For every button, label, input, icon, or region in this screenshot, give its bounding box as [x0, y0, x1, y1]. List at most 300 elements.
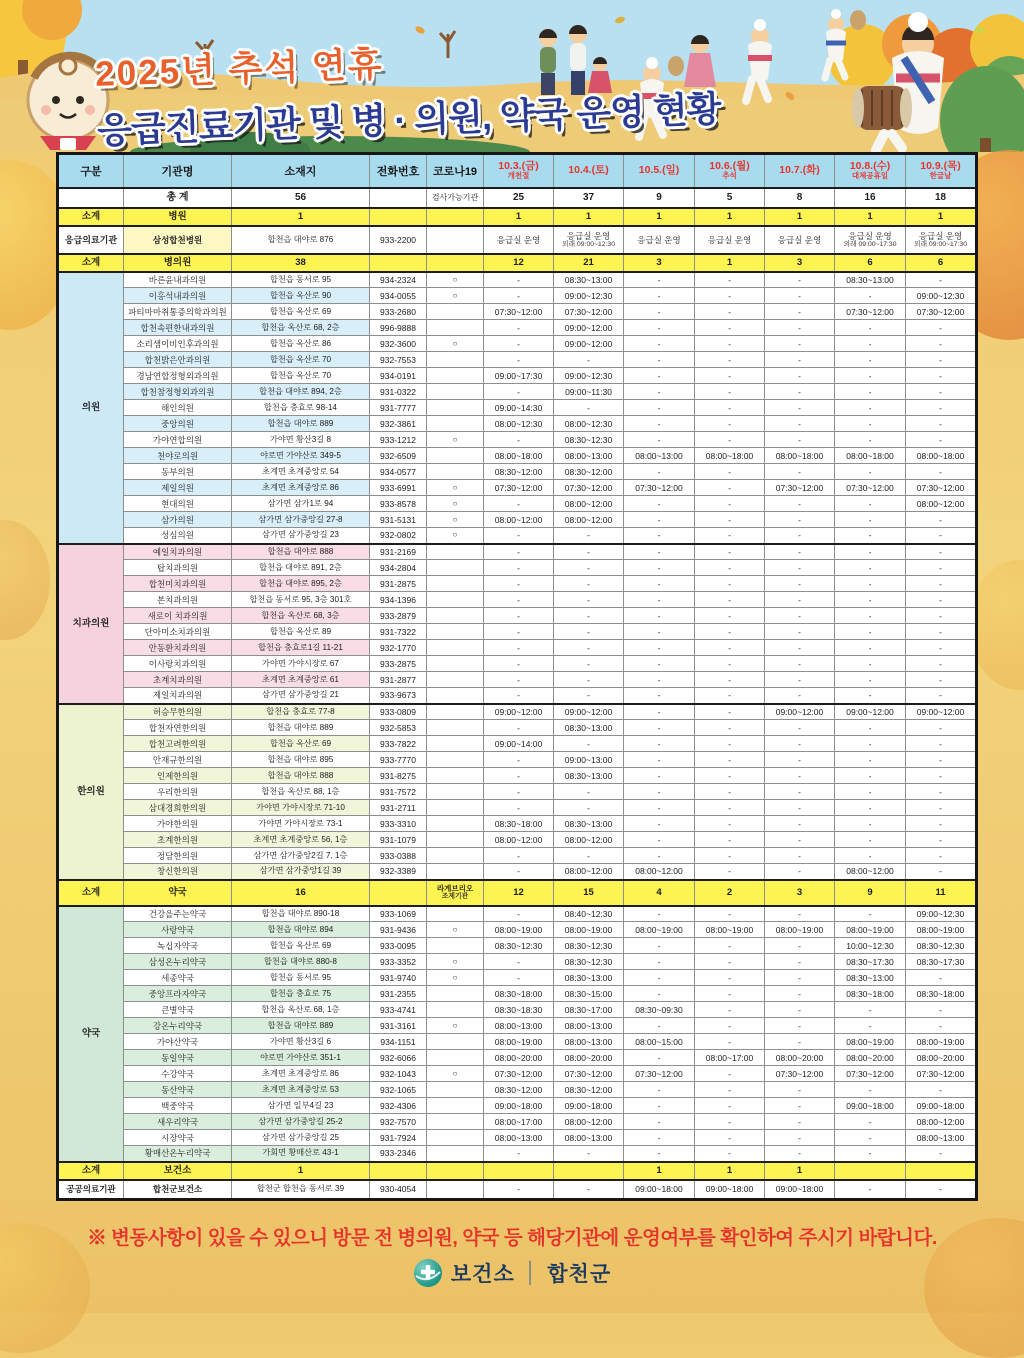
schedule-value-2: - [624, 400, 695, 416]
schedule-value-6: - [906, 624, 977, 640]
date-header-5 [835, 154, 906, 188]
schedule-value-2: 08:00~12:00 [624, 864, 695, 880]
schedule-value-3: - [695, 352, 765, 368]
schedule-value-5: 10:00~12:30 [835, 938, 906, 954]
facility-phone: 931-1079 [370, 832, 427, 848]
schedule-value-4: - [765, 368, 835, 384]
emergency-value-5-subline: 외래 09:00~17:30 [843, 241, 897, 248]
table-row [58, 986, 977, 1002]
facility-phone: 932-3861 [370, 416, 427, 432]
schedule-value-2: - [624, 496, 695, 512]
schedule-value-6: - [906, 512, 977, 528]
logo-text-health-center: 보건소 [450, 1263, 515, 1286]
facility-address: 삼가면 삼가중앙2길 7, 1층 [232, 848, 370, 864]
schedule-value-1: 09:00~18:00 [554, 1098, 624, 1114]
facility-address: 합천읍 대야로 889 [232, 720, 370, 736]
schedule-value-5: - [835, 1130, 906, 1146]
emergency-value-0: 응급실 운영 [484, 226, 554, 254]
schedule-value-4: - [765, 1082, 835, 1098]
schedule-value-4: - [765, 938, 835, 954]
schedule-value-0: - [484, 272, 554, 288]
subtotal-row [58, 880, 977, 906]
schedule-value-1: 08:30~13:00 [554, 816, 624, 832]
schedule-value-1: 08:30~12:30 [554, 938, 624, 954]
facility-address: 합천읍 충효로 75 [232, 986, 370, 1002]
schedule-value-4: - [765, 320, 835, 336]
schedule-value-0: - [484, 954, 554, 970]
schedule-value-4: - [765, 688, 835, 704]
facility-address: 합천읍 대야로 889 [232, 416, 370, 432]
schedule-value-5: - [835, 848, 906, 864]
facility-address: 합천읍 대야로 888 [232, 544, 370, 560]
total-value-3: 5 [695, 188, 765, 208]
covid-test-mark: ○ [427, 272, 484, 288]
facility-phone: 931-9436 [370, 922, 427, 938]
schedule-value-6: - [906, 384, 977, 400]
schedule-value-4: - [765, 1034, 835, 1050]
date-label-1: 10.4.(토) [568, 164, 609, 177]
facility-phone: 933-4741 [370, 1002, 427, 1018]
schedule-value-5: - [835, 768, 906, 784]
facility-phone: 933-8578 [370, 496, 427, 512]
subtotal-value-1: 21 [554, 254, 624, 272]
schedule-value-4: - [765, 1130, 835, 1146]
facility-address: 합천읍 옥산로 68, 2층 [232, 320, 370, 336]
facility-phone: 931-8275 [370, 768, 427, 784]
subtotal-covid-subline: 조제기관 [441, 893, 469, 900]
facility-name: 이사랑치과의원 [124, 656, 232, 672]
covid-test-mark: ○ [427, 1018, 484, 1034]
covid-test-mark [427, 448, 484, 464]
subtotal-name: 보건소 [124, 1162, 232, 1180]
subtotal-value-6: 6 [906, 254, 977, 272]
subtotal-phone [370, 1162, 427, 1180]
schedule-value-3: - [695, 1130, 765, 1146]
schedule-value-6: - [906, 560, 977, 576]
schedule-value-2: - [624, 384, 695, 400]
clinic-section-label: 의원 [58, 272, 124, 544]
schedule-value-0: - [484, 906, 554, 922]
facility-address: 합천읍 옥산로 88, 1층 [232, 784, 370, 800]
table-row [58, 576, 977, 592]
date-label-5: 10.8.(수) [849, 160, 891, 173]
schedule-value-6: 08:00~19:00 [906, 922, 977, 938]
schedule-value-2: - [624, 672, 695, 688]
facility-name: 녹십자약국 [124, 938, 232, 954]
facility-name: 해인의원 [124, 400, 232, 416]
total-gubun [58, 188, 124, 208]
total-covid: 검사가능기관 [427, 188, 484, 208]
covid-test-mark: ○ [427, 970, 484, 986]
schedule-value-1: - [554, 352, 624, 368]
table-row [58, 496, 977, 512]
schedule-value-5: - [835, 656, 906, 672]
facility-name: 합천미치과의원 [124, 576, 232, 592]
schedule-value-5: - [835, 672, 906, 688]
schedule-value-6: - [906, 320, 977, 336]
schedule-value-2: - [624, 416, 695, 432]
public-value-3: 09:00~18:00 [695, 1180, 765, 1200]
schedule-value-0: - [484, 592, 554, 608]
schedule-value-0: - [484, 608, 554, 624]
subtotal-covid [427, 208, 484, 226]
schedule-value-3: - [695, 1082, 765, 1098]
facility-name: 중앙프라자약국 [124, 986, 232, 1002]
table-row [58, 864, 977, 880]
facility-address: 합천읍 대야로 895 [232, 752, 370, 768]
public-value-1: - [554, 1180, 624, 1200]
covid-test-mark: ○ [427, 288, 484, 304]
facility-name: 건강을주는약국 [124, 906, 232, 922]
schedule-value-4: 09:00~12:00 [765, 704, 835, 720]
facility-phone: 931-9740 [370, 970, 427, 986]
schedule-value-3: - [695, 1034, 765, 1050]
schedule-value-3: - [695, 704, 765, 720]
subtotal-gubun: 소계 [58, 254, 124, 272]
schedule-value-6: 09:00~12:30 [906, 288, 977, 304]
schedule-value-2: - [624, 560, 695, 576]
facility-address: 삼가면 삼가중앙길 21 [232, 688, 370, 704]
schedule-value-5: 07:30~12:00 [835, 304, 906, 320]
facility-table-wrap [56, 152, 976, 1201]
schedule-value-1: 08:30~12:30 [554, 954, 624, 970]
schedule-value-5: - [835, 352, 906, 368]
date-header-4 [765, 154, 835, 188]
facility-phone: 933-9673 [370, 688, 427, 704]
column-header-2: 소재지 [232, 154, 370, 188]
facility-name: 합천밝은안과의원 [124, 352, 232, 368]
schedule-value-0: - [484, 496, 554, 512]
schedule-value-3: - [695, 784, 765, 800]
column-header-0: 구분 [58, 154, 124, 188]
schedule-value-2: - [624, 906, 695, 922]
covid-test-mark [427, 1002, 484, 1018]
pharmacy-section-label: 약국 [58, 906, 124, 1162]
schedule-value-3: - [695, 752, 765, 768]
facility-phone: 931-2877 [370, 672, 427, 688]
facility-address: 삼가면 삼가중앙1길 39 [232, 864, 370, 880]
schedule-value-4: - [765, 304, 835, 320]
table-row [58, 752, 977, 768]
schedule-value-4: - [765, 464, 835, 480]
schedule-value-2: 08:30~09:30 [624, 1002, 695, 1018]
schedule-value-4: - [765, 384, 835, 400]
schedule-value-5: 07:30~12:00 [835, 1066, 906, 1082]
facility-address: 초계면 초계중앙로 56, 1층 [232, 832, 370, 848]
table-row [58, 528, 977, 544]
facility-phone: 932-0802 [370, 528, 427, 544]
covid-test-mark [427, 720, 484, 736]
subtotal-name: 병의원 [124, 254, 232, 272]
table-row [58, 938, 977, 954]
schedule-value-1: - [554, 1146, 624, 1162]
emergency-name: 삼성합천병원 [124, 226, 232, 254]
schedule-value-6: 08:30~18:00 [906, 986, 977, 1002]
table-row [58, 1098, 977, 1114]
schedule-value-5: 08:30~17:30 [835, 954, 906, 970]
schedule-value-2: - [624, 688, 695, 704]
facility-phone: 932-1065 [370, 1082, 427, 1098]
schedule-value-1: - [554, 544, 624, 560]
table-row [58, 544, 977, 560]
covid-test-mark [427, 416, 484, 432]
facility-phone: 934-1396 [370, 592, 427, 608]
schedule-value-5: 08:00~12:00 [835, 864, 906, 880]
public-value-6: - [906, 1180, 977, 1200]
schedule-value-5: 07:30~12:00 [835, 480, 906, 496]
schedule-value-0: - [484, 544, 554, 560]
schedule-value-1: 07:30~12:00 [554, 304, 624, 320]
facility-address: 초계면 초계중앙로 86 [232, 480, 370, 496]
schedule-value-2: - [624, 848, 695, 864]
schedule-value-5: - [835, 784, 906, 800]
schedule-value-3: - [695, 480, 765, 496]
schedule-value-1: 08:30~13:00 [554, 768, 624, 784]
covid-test-mark: ○ [427, 922, 484, 938]
schedule-value-1: 08:00~12:00 [554, 512, 624, 528]
covid-test-mark [427, 560, 484, 576]
public-value-2: 09:00~18:00 [624, 1180, 695, 1200]
schedule-value-6: - [906, 272, 977, 288]
emergency-value-1: 응급실 운영 외래 09:00~12:30 [554, 226, 624, 254]
schedule-value-5: - [835, 400, 906, 416]
table-row [58, 480, 977, 496]
covid-test-mark [427, 864, 484, 880]
total-value-4: 8 [765, 188, 835, 208]
covid-test-mark [427, 1082, 484, 1098]
table-row [58, 704, 977, 720]
schedule-value-6: - [906, 592, 977, 608]
facility-name: 가야한의원 [124, 816, 232, 832]
covid-test-mark [427, 656, 484, 672]
schedule-value-0: - [484, 672, 554, 688]
schedule-value-4: - [765, 544, 835, 560]
facility-phone: 931-2875 [370, 576, 427, 592]
schedule-value-3: - [695, 432, 765, 448]
facility-phone: 931-7322 [370, 624, 427, 640]
schedule-value-0: 08:00~12:00 [484, 832, 554, 848]
schedule-value-1: 08:30~17:00 [554, 1002, 624, 1018]
facility-name: 새로이 치과의원 [124, 608, 232, 624]
schedule-value-3: - [695, 1018, 765, 1034]
facility-phone: 933-3352 [370, 954, 427, 970]
facility-address: 합천읍 옥산로 69 [232, 736, 370, 752]
schedule-value-4: - [765, 1098, 835, 1114]
facility-address: 합천읍 옥산로 70 [232, 368, 370, 384]
schedule-value-4: - [765, 1018, 835, 1034]
table-row [58, 1018, 977, 1034]
table-row [58, 832, 977, 848]
public-name: 합천군보건소 [124, 1180, 232, 1200]
subtotal-value-2: 1 [624, 1162, 695, 1180]
facility-address: 삼가면 삼가중앙길 23 [232, 528, 370, 544]
schedule-value-2: - [624, 720, 695, 736]
facility-phone: 934-0577 [370, 464, 427, 480]
table-row [58, 848, 977, 864]
facility-address: 합천읍 대야로 894, 2층 [232, 384, 370, 400]
schedule-value-0: - [484, 640, 554, 656]
covid-test-mark [427, 1114, 484, 1130]
facility-name: 시장약국 [124, 1130, 232, 1146]
facility-address: 합천읍 동서로 95, 3층 301호 [232, 592, 370, 608]
schedule-value-0: 08:30~18:00 [484, 816, 554, 832]
schedule-value-3: - [695, 986, 765, 1002]
schedule-value-2: - [624, 752, 695, 768]
facility-address: 합천읍 대야로 891, 2층 [232, 560, 370, 576]
facility-name: 합천속편한내과의원 [124, 320, 232, 336]
schedule-value-6: 08:00~12:00 [906, 496, 977, 512]
table-row [58, 1034, 977, 1050]
subtotal-value-0: 12 [484, 880, 554, 906]
facility-address: 삼가면 일부4길 23 [232, 1098, 370, 1114]
schedule-value-4: - [765, 608, 835, 624]
facility-name: 황매산온누리약국 [124, 1146, 232, 1162]
facility-name: 초계한의원 [124, 832, 232, 848]
schedule-value-6: - [906, 464, 977, 480]
date-label-6: 10.9.(목) [920, 160, 961, 173]
facility-address: 가회면 황매산로 43-1 [232, 1146, 370, 1162]
schedule-value-2: - [624, 768, 695, 784]
subtotal-value-4: 3 [765, 254, 835, 272]
schedule-value-5: - [835, 816, 906, 832]
schedule-value-1: - [554, 784, 624, 800]
covid-test-mark [427, 1130, 484, 1146]
subtotal-gubun: 소계 [58, 208, 124, 226]
schedule-value-0: - [484, 864, 554, 880]
schedule-value-0: 08:30~12:00 [484, 464, 554, 480]
schedule-value-0: - [484, 656, 554, 672]
facility-phone: 931-5131 [370, 512, 427, 528]
schedule-value-5: - [835, 368, 906, 384]
schedule-value-6: 07:30~12:00 [906, 1066, 977, 1082]
schedule-value-0: - [484, 560, 554, 576]
schedule-value-1: - [554, 640, 624, 656]
schedule-value-3: - [695, 938, 765, 954]
schedule-value-0: 09:00~14:30 [484, 400, 554, 416]
schedule-value-4: - [765, 272, 835, 288]
schedule-value-4: - [765, 512, 835, 528]
schedule-value-3: - [695, 816, 765, 832]
schedule-value-1: - [554, 528, 624, 544]
schedule-value-5: 08:30~18:00 [835, 986, 906, 1002]
covid-test-mark [427, 1034, 484, 1050]
facility-name: 단아미소치과의원 [124, 624, 232, 640]
total-label: 총 계 [124, 188, 232, 208]
schedule-value-2: - [624, 528, 695, 544]
subtotal-value-3: 1 [695, 254, 765, 272]
poster-title [94, 25, 721, 154]
schedule-value-2: - [624, 736, 695, 752]
covid-test-mark [427, 800, 484, 816]
schedule-value-4: - [765, 784, 835, 800]
schedule-value-2: - [624, 1098, 695, 1114]
covid-test-mark: ○ [427, 512, 484, 528]
schedule-value-0: 09:00~14:00 [484, 736, 554, 752]
facility-name: 사랑약국 [124, 922, 232, 938]
covid-test-mark [427, 752, 484, 768]
schedule-value-0: - [484, 1146, 554, 1162]
schedule-value-2: - [624, 656, 695, 672]
facility-address: 합천읍 옥산로 68, 3층 [232, 608, 370, 624]
schedule-value-3: - [695, 336, 765, 352]
subtotal-name: 약국 [124, 880, 232, 906]
schedule-value-5: - [835, 416, 906, 432]
table-row [58, 512, 977, 528]
schedule-value-1: 08:00~12:00 [554, 864, 624, 880]
table-row [58, 288, 977, 304]
schedule-value-6: - [906, 688, 977, 704]
schedule-value-6: - [906, 832, 977, 848]
schedule-value-3: - [695, 272, 765, 288]
facility-address: 야로면 가야산로 349-5 [232, 448, 370, 464]
schedule-value-5: 08:00~19:00 [835, 922, 906, 938]
schedule-value-3: - [695, 832, 765, 848]
schedule-value-6: - [906, 736, 977, 752]
schedule-value-6: - [906, 1002, 977, 1018]
schedule-value-3: - [695, 528, 765, 544]
title-line-2: 응급진료기관 및 병 · 의원, 약국 운영 현황 [96, 88, 721, 151]
schedule-value-3: - [695, 544, 765, 560]
schedule-value-1: 08:00~19:00 [554, 922, 624, 938]
schedule-value-2: 08:00~15:00 [624, 1034, 695, 1050]
facility-name: 합천참정형외과의원 [124, 384, 232, 400]
subtotal-count: 16 [232, 880, 370, 906]
total-value-1: 37 [554, 188, 624, 208]
facility-phone: 932-3389 [370, 864, 427, 880]
schedule-value-4: - [765, 416, 835, 432]
schedule-value-3: - [695, 608, 765, 624]
date-header-6 [906, 154, 977, 188]
covid-test-mark [427, 938, 484, 954]
schedule-value-2: - [624, 272, 695, 288]
schedule-value-3: - [695, 656, 765, 672]
schedule-value-0: - [484, 528, 554, 544]
schedule-value-5: - [835, 752, 906, 768]
covid-test-mark [427, 304, 484, 320]
schedule-value-2: 08:00~19:00 [624, 922, 695, 938]
facility-address: 합천읍 충효로 98-14 [232, 400, 370, 416]
schedule-value-1: 08:30~13:00 [554, 720, 624, 736]
schedule-value-0: - [484, 352, 554, 368]
schedule-value-5: - [835, 800, 906, 816]
header-row [58, 154, 977, 188]
table-row [58, 352, 977, 368]
schedule-value-3: - [695, 496, 765, 512]
facility-table [56, 152, 978, 1201]
subtotal-gubun: 소계 [58, 880, 124, 906]
schedule-value-3: - [695, 400, 765, 416]
subtotal-value-3: 1 [695, 208, 765, 226]
schedule-value-6: - [906, 1018, 977, 1034]
schedule-value-2: - [624, 304, 695, 320]
schedule-value-5: - [835, 688, 906, 704]
facility-name: 삼가의원 [124, 512, 232, 528]
schedule-value-4: - [765, 496, 835, 512]
public-phone: 930-4054 [370, 1180, 427, 1200]
schedule-value-6: - [906, 336, 977, 352]
schedule-value-3: - [695, 592, 765, 608]
table-row [58, 416, 977, 432]
covid-test-mark [427, 368, 484, 384]
schedule-value-6: 09:00~12:30 [906, 906, 977, 922]
health-center-logo-icon [413, 1258, 443, 1288]
facility-address: 합천읍 옥산로 69 [232, 938, 370, 954]
schedule-value-5: - [835, 576, 906, 592]
schedule-value-3: - [695, 800, 765, 816]
schedule-value-6: - [906, 608, 977, 624]
schedule-value-1: 09:00~12:30 [554, 288, 624, 304]
schedule-value-5: 08:00~18:00 [835, 448, 906, 464]
